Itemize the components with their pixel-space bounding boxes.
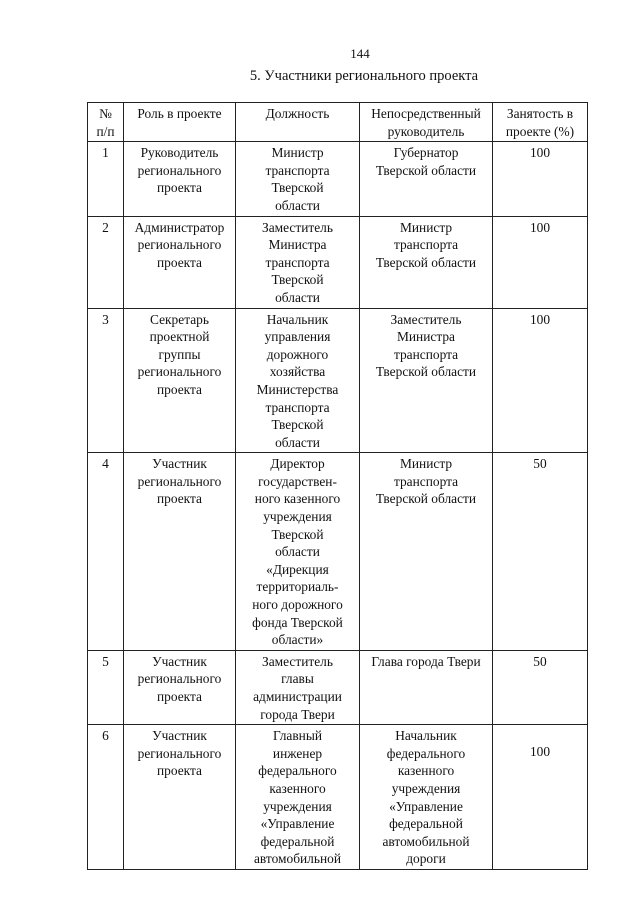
cell-employment: 100 bbox=[493, 216, 588, 308]
cell-position: Начальник управления дорожного хозяйства Министерства транспорта Тверской области bbox=[236, 308, 360, 453]
cell-employment: 100 bbox=[493, 725, 588, 870]
table-row bbox=[88, 216, 588, 308]
cell-number: 3 bbox=[88, 308, 124, 453]
cell-supervisor: Глава города Твери bbox=[360, 650, 493, 724]
cell-supervisor: Губернатор Тверской области bbox=[360, 142, 493, 216]
header-row bbox=[88, 103, 588, 142]
section-title: 5. Участники регионального проекта bbox=[249, 68, 479, 84]
table-row bbox=[88, 142, 588, 216]
cell-supervisor: Министр транспорта Тверской области bbox=[360, 453, 493, 651]
cell-number: 2 bbox=[88, 216, 124, 308]
cell-number: 1 bbox=[88, 142, 124, 216]
cell-number: 5 bbox=[88, 650, 124, 724]
cell-role: Руководитель регионального проекта bbox=[124, 142, 236, 216]
cell-supervisor: Заместитель Министра транспорта Тверской области bbox=[360, 308, 493, 453]
cell-role: Участник регионального проекта bbox=[124, 453, 236, 651]
cell-supervisor: Министр транспорта Тверской области bbox=[360, 216, 493, 308]
cell-employment: 50 bbox=[493, 453, 588, 651]
cell-role: Участник регионального проекта bbox=[124, 650, 236, 724]
table-body bbox=[88, 142, 588, 870]
cell-number: 6 bbox=[88, 725, 124, 870]
cell-employment: 50 bbox=[493, 650, 588, 724]
header-employment: Занятость в проекте (%) bbox=[493, 103, 588, 142]
participants-table bbox=[87, 102, 588, 870]
cell-supervisor: Начальник федерального казенного учреждения «Управление федеральной автомобильной дороги bbox=[360, 725, 493, 870]
header-supervisor: Непосредственный руководитель bbox=[360, 103, 493, 142]
cell-position: Министр транспорта Тверской области bbox=[236, 142, 360, 216]
cell-role: Секретарь проектной группы регионального проекта bbox=[124, 308, 236, 453]
cell-role: Участник регионального проекта bbox=[124, 725, 236, 870]
table-row bbox=[88, 308, 588, 453]
cell-position: Директор государствен- ного казенного учреждения Тверской области «Дирекция территориаль- ного дорожного фонда Тверской области» bbox=[236, 453, 360, 651]
table-row bbox=[88, 453, 588, 651]
cell-role: Администратор регионального проекта bbox=[124, 216, 236, 308]
header-role: Роль в проекте bbox=[124, 103, 236, 142]
cell-position: Главный инженер федерального казенного учреждения «Управление федеральной автомобильной bbox=[236, 725, 360, 870]
cell-number: 4 bbox=[88, 453, 124, 651]
table-row bbox=[88, 725, 588, 870]
header-number: № п/п bbox=[88, 103, 124, 142]
cell-position: Заместитель главы администрации города Твери bbox=[236, 650, 360, 724]
cell-position: Заместитель Министра транспорта Тверской области bbox=[236, 216, 360, 308]
header-position: Должность bbox=[236, 103, 360, 142]
table-row bbox=[88, 650, 588, 724]
table-header bbox=[88, 103, 588, 142]
cell-employment: 100 bbox=[493, 142, 588, 216]
page-number: 144 bbox=[350, 46, 370, 61]
cell-employment: 100 bbox=[493, 308, 588, 453]
